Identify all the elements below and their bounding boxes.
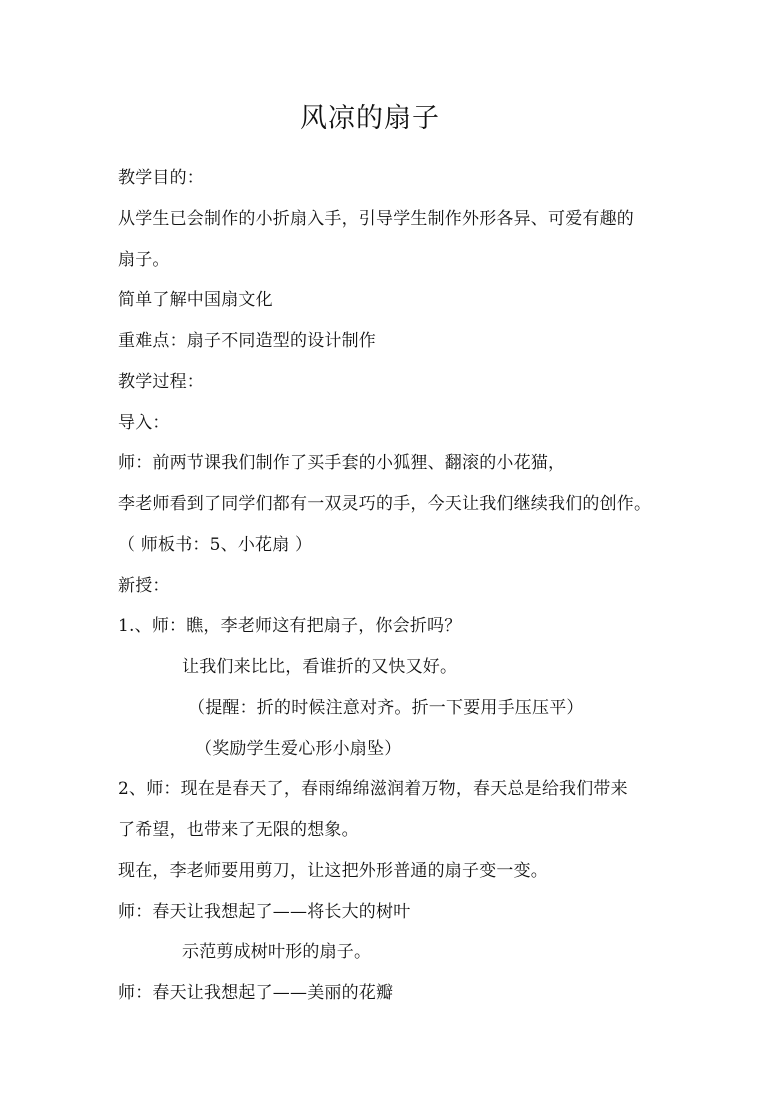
- text-line: 师：前两节课我们制作了买手套的小狐狸、翻滚的小花猫，: [118, 453, 566, 473]
- text-line: （提醒：折的时候注意对齐。折一下要用手压压平）: [188, 698, 584, 718]
- text-line: 新授：: [118, 576, 170, 596]
- text-line: 重难点：扇子不同造型的设计制作: [118, 331, 376, 351]
- text-line: （ 师板书：5、小花扇 ）: [118, 535, 313, 555]
- text-line: 从学生已会制作的小折扇入手，引导学生制作外形各异、可爱有趣的: [118, 209, 634, 229]
- text-line: 了希望，也带来了无限的想象。: [118, 820, 359, 840]
- text-line: 现在，李老师要用剪刀，让这把外形普通的扇子变一变。: [118, 861, 548, 881]
- text-line: 李老师看到了同学们都有一双灵巧的手，今天让我们继续我们的创作。: [118, 494, 652, 514]
- text-line: 扇子。: [118, 250, 170, 270]
- text-line: 师：春天让我想起了——将长大的树叶: [118, 902, 411, 922]
- text-line: 简单了解中国扇文化: [118, 290, 273, 310]
- text-line: 2、师：现在是春天了，春雨绵绵滋润着万物，春天总是给我们带来: [118, 779, 628, 799]
- text-line: 导入：: [118, 413, 170, 433]
- page-title: 风凉的扇子: [300, 103, 440, 134]
- text-line: 1.、师：瞧，李老师这有把扇子，你会折吗？: [118, 616, 462, 636]
- text-line: 教学过程：: [118, 372, 204, 392]
- text-line: 教学目的：: [118, 168, 204, 188]
- text-line: 师：春天让我想起了——美丽的花瓣: [118, 983, 394, 1003]
- text-line: 示范剪成树叶形的扇子。: [182, 942, 372, 962]
- text-line: 让我们来比比，看谁折的又快又好。: [182, 657, 458, 677]
- text-line: （奖励学生爱心形小扇坠）: [195, 739, 402, 759]
